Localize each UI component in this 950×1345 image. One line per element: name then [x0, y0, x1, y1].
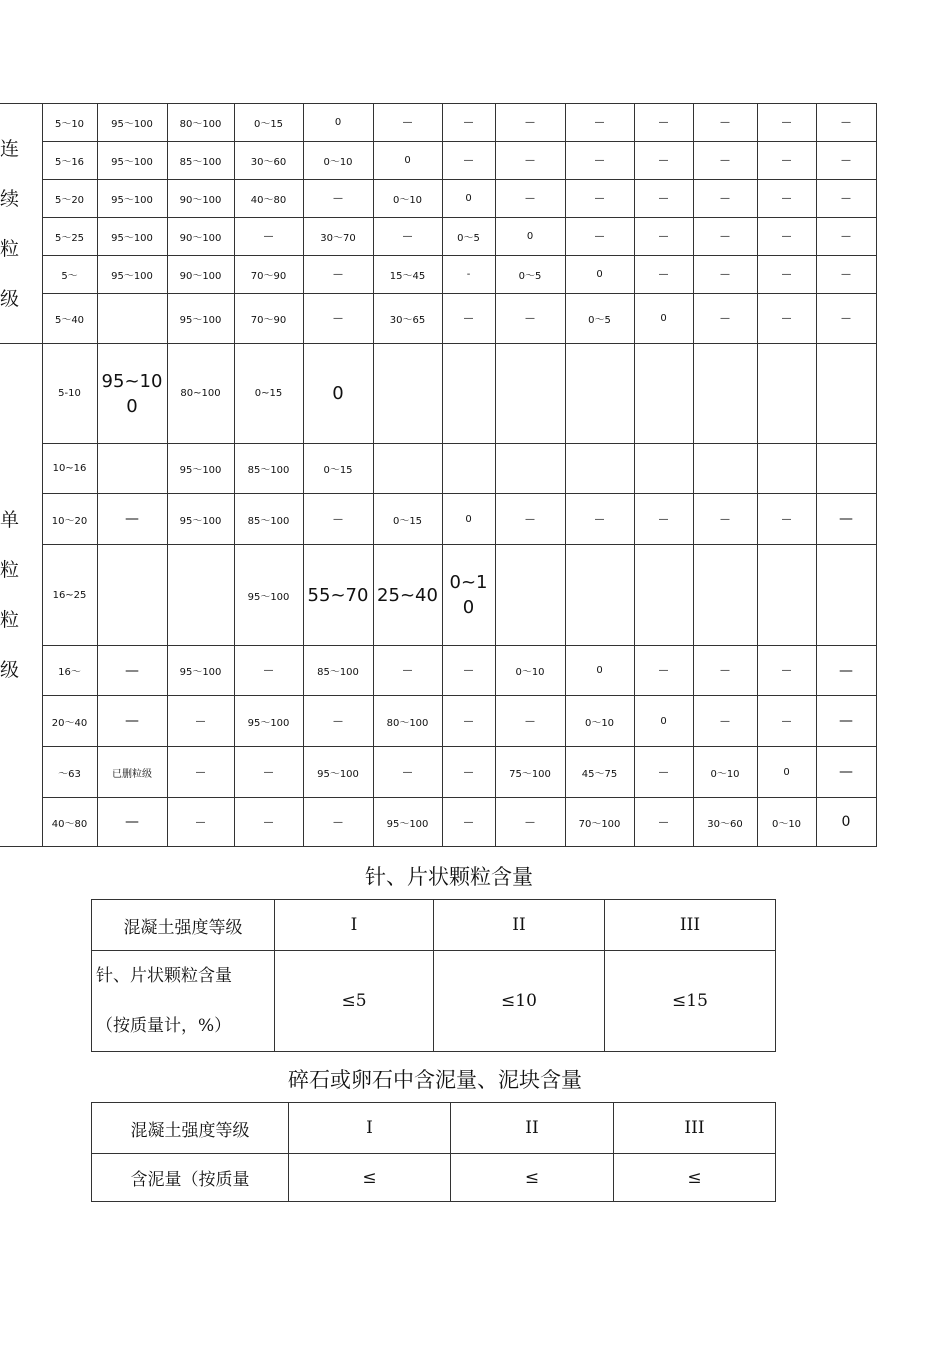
passing-percent-cell: 95～100 [97, 180, 167, 218]
passing-percent-cell: 70～100 [565, 798, 634, 847]
passing-percent-cell: 0 [634, 294, 693, 344]
passing-percent-cell [373, 344, 442, 444]
passing-percent-cell: — [97, 646, 167, 696]
passing-percent-cell: — [757, 218, 816, 256]
header-strength-grade: 混凝土强度等级 [92, 1103, 289, 1154]
table-row [0, 646, 876, 696]
passing-percent-cell: — [565, 180, 634, 218]
passing-percent-cell [495, 344, 565, 444]
group-label-char: 粒 [0, 609, 20, 631]
passing-percent-cell: 0～10 [303, 142, 373, 180]
passing-percent-cell [565, 344, 634, 444]
size-range-cell: 40～80 [42, 798, 97, 847]
passing-percent-cell: — [303, 798, 373, 847]
passing-percent-cell: — [167, 798, 234, 847]
passing-percent-cell: — [816, 747, 876, 798]
passing-percent-cell: — [97, 494, 167, 545]
group-label-char: 连 [0, 137, 20, 160]
passing-percent-cell [816, 344, 876, 444]
passing-percent-cell: 0~10 [442, 545, 495, 646]
passing-percent-cell: — [442, 646, 495, 696]
passing-percent-cell: 70～90 [234, 256, 303, 294]
passing-percent-cell: — [757, 104, 816, 142]
passing-percent-cell: — [565, 494, 634, 545]
passing-percent-cell: — [373, 646, 442, 696]
passing-percent-cell [693, 545, 757, 646]
passing-percent-cell [495, 444, 565, 494]
mud-value-i: ≤ [289, 1154, 451, 1202]
passing-percent-cell: 40～80 [234, 180, 303, 218]
passing-percent-cell: — [757, 142, 816, 180]
passing-percent-cell: 55~70 [303, 545, 373, 646]
passing-percent-cell [97, 294, 167, 344]
passing-percent-cell: 30～60 [693, 798, 757, 847]
passing-percent-cell: — [495, 494, 565, 545]
passing-percent-cell: 0 [303, 104, 373, 142]
passing-percent-cell: — [693, 218, 757, 256]
passing-percent-cell: 95～100 [97, 218, 167, 256]
passing-percent-cell: 0～5 [442, 218, 495, 256]
needle-value-iii: ≤15 [605, 951, 776, 1052]
passing-percent-cell: 30～70 [303, 218, 373, 256]
passing-percent-cell: 85～100 [303, 646, 373, 696]
passing-percent-cell: — [167, 696, 234, 747]
header-grade-i: I [289, 1103, 451, 1154]
passing-percent-cell: 0 [816, 798, 876, 847]
passing-percent-cell: 0 [565, 256, 634, 294]
passing-percent-cell: — [303, 294, 373, 344]
passing-percent-cell [97, 444, 167, 494]
size-range-cell: 10～20 [42, 494, 97, 545]
header-grade-ii: II [434, 900, 605, 951]
group-label-char: 粒 [0, 237, 20, 260]
passing-percent-cell [757, 344, 816, 444]
passing-percent-cell: 45～75 [565, 747, 634, 798]
passing-percent-cell: — [757, 256, 816, 294]
passing-percent-cell [634, 444, 693, 494]
table-row [0, 218, 876, 256]
passing-percent-cell: 0～15 [373, 494, 442, 545]
group-label-char: 续 [0, 187, 20, 210]
passing-percent-cell [634, 545, 693, 646]
needle-title: 针、片状颗粒含量 [365, 865, 533, 889]
passing-percent-cell: 0 [373, 142, 442, 180]
table-row [0, 545, 876, 646]
passing-percent-cell: 0～15 [303, 444, 373, 494]
size-range-cell: 5～16 [42, 142, 97, 180]
passing-percent-cell: — [816, 256, 876, 294]
passing-percent-cell: — [495, 696, 565, 747]
needle-value-i: ≤5 [275, 951, 434, 1052]
passing-percent-cell: — [757, 494, 816, 545]
passing-percent-cell: — [442, 142, 495, 180]
passing-percent-cell: — [693, 142, 757, 180]
passing-percent-cell: — [634, 747, 693, 798]
passing-percent-cell: — [495, 180, 565, 218]
needle-value-ii: ≤10 [434, 951, 605, 1052]
passing-percent-cell: — [693, 104, 757, 142]
passing-percent-cell: — [373, 218, 442, 256]
header-strength-grade: 混凝土强度等级 [92, 900, 275, 951]
size-range-cell: 5～ [42, 256, 97, 294]
passing-percent-cell [816, 444, 876, 494]
passing-percent-cell: — [442, 696, 495, 747]
group-label-char: 单 [0, 509, 20, 531]
passing-percent-cell: 0～5 [565, 294, 634, 344]
passing-percent-cell: — [816, 696, 876, 747]
passing-percent-cell: — [565, 142, 634, 180]
size-range-cell: ～63 [42, 747, 97, 798]
passing-percent-cell: — [634, 494, 693, 545]
passing-percent-cell [693, 344, 757, 444]
size-range-cell: 5～20 [42, 180, 97, 218]
passing-percent-cell: 95～100 [167, 294, 234, 344]
passing-percent-cell [167, 545, 234, 646]
passing-percent-cell [565, 545, 634, 646]
passing-percent-cell: 95～100 [167, 494, 234, 545]
passing-percent-cell: — [693, 646, 757, 696]
passing-percent-cell: — [693, 256, 757, 294]
passing-percent-cell: 0～10 [693, 747, 757, 798]
passing-percent-cell: — [757, 696, 816, 747]
passing-percent-cell: 已删粒级 [97, 747, 167, 798]
passing-percent-cell: — [757, 294, 816, 344]
passing-percent-cell: — [234, 747, 303, 798]
passing-percent-cell [693, 444, 757, 494]
passing-percent-cell: 80～100 [373, 696, 442, 747]
group-label-single [0, 344, 42, 847]
passing-percent-cell: — [816, 494, 876, 545]
passing-percent-cell: — [303, 180, 373, 218]
passing-percent-cell: — [234, 218, 303, 256]
table-row [0, 142, 876, 180]
needle-row-label [92, 951, 275, 1052]
passing-percent-cell: — [693, 696, 757, 747]
passing-percent-cell: 0 [442, 180, 495, 218]
passing-percent-cell: 0 [442, 494, 495, 545]
passing-percent-cell: — [634, 256, 693, 294]
table-row [0, 180, 876, 218]
group-label-char: 级 [0, 287, 20, 310]
passing-percent-cell: — [303, 256, 373, 294]
passing-percent-cell: 90～100 [167, 218, 234, 256]
passing-percent-cell: — [495, 798, 565, 847]
table-row [0, 104, 876, 142]
passing-percent-cell: — [495, 294, 565, 344]
mud-row-label: 含泥量（按质量 [92, 1154, 289, 1202]
size-range-cell: 16~25 [42, 545, 97, 646]
passing-percent-cell: 0～10 [373, 180, 442, 218]
size-range-cell: 5～40 [42, 294, 97, 344]
table-row [0, 444, 876, 494]
passing-percent-cell: 95～100 [303, 747, 373, 798]
size-range-cell: 5-10 [42, 344, 97, 444]
passing-percent-cell: — [303, 696, 373, 747]
passing-percent-cell: 25~40 [373, 545, 442, 646]
passing-percent-cell: — [693, 294, 757, 344]
table-row [0, 294, 876, 344]
passing-percent-cell: — [816, 646, 876, 696]
passing-percent-cell: 90～100 [167, 256, 234, 294]
passing-percent-cell: 0 [303, 344, 373, 444]
passing-percent-cell: — [97, 696, 167, 747]
passing-percent-cell: — [693, 494, 757, 545]
passing-percent-cell [816, 545, 876, 646]
passing-percent-cell: — [167, 747, 234, 798]
passing-percent-cell: — [634, 646, 693, 696]
passing-percent-cell: 95～100 [97, 104, 167, 142]
passing-percent-cell: 70～90 [234, 294, 303, 344]
header-grade-iii: III [605, 900, 776, 951]
passing-percent-cell: 95～100 [97, 256, 167, 294]
passing-percent-cell: 80~100 [167, 344, 234, 444]
header-grade-ii: II [451, 1103, 614, 1154]
passing-percent-cell [442, 444, 495, 494]
passing-percent-cell: — [442, 798, 495, 847]
passing-percent-cell: 80～100 [167, 104, 234, 142]
passing-percent-cell: — [495, 104, 565, 142]
passing-percent-cell [442, 344, 495, 444]
passing-percent-cell: 75～100 [495, 747, 565, 798]
size-range-cell: 5～10 [42, 104, 97, 142]
passing-percent-cell: 0~15 [234, 344, 303, 444]
passing-percent-cell: — [634, 180, 693, 218]
passing-percent-cell [97, 545, 167, 646]
passing-percent-cell: 30～60 [234, 142, 303, 180]
header-grade-i: I [275, 900, 434, 951]
mud-table [91, 1102, 776, 1202]
passing-percent-cell: 0 [565, 646, 634, 696]
passing-percent-cell: 0～5 [495, 256, 565, 294]
passing-percent-cell: 0 [495, 218, 565, 256]
passing-percent-cell: — [234, 798, 303, 847]
passing-percent-cell: 0～10 [565, 696, 634, 747]
passing-percent-cell [634, 344, 693, 444]
passing-percent-cell: — [757, 180, 816, 218]
group-label-char: 级 [0, 659, 20, 681]
passing-percent-cell: 85～100 [167, 142, 234, 180]
passing-percent-cell: 0 [757, 747, 816, 798]
passing-percent-cell [565, 444, 634, 494]
passing-percent-cell [495, 545, 565, 646]
group-label-char: 粒 [0, 559, 20, 581]
mud-value-iii: ≤ [614, 1154, 776, 1202]
passing-percent-cell: 95～100 [234, 545, 303, 646]
passing-percent-cell: 85～100 [234, 494, 303, 545]
table-row [0, 798, 876, 847]
passing-percent-cell: — [442, 747, 495, 798]
group-label-continuous [0, 104, 42, 344]
passing-percent-cell: — [693, 180, 757, 218]
passing-percent-cell: — [303, 494, 373, 545]
passing-percent-cell: — [634, 104, 693, 142]
size-range-cell: 20～40 [42, 696, 97, 747]
passing-percent-cell: — [816, 180, 876, 218]
passing-percent-cell: — [816, 142, 876, 180]
passing-percent-cell: 95～100 [167, 444, 234, 494]
passing-percent-cell [757, 545, 816, 646]
table-row [0, 494, 876, 545]
passing-percent-cell: 0 [634, 696, 693, 747]
passing-percent-cell: 30～65 [373, 294, 442, 344]
passing-percent-cell: 95~100 [97, 344, 167, 444]
passing-percent-cell: — [634, 142, 693, 180]
passing-percent-cell: — [816, 104, 876, 142]
passing-percent-cell: 15～45 [373, 256, 442, 294]
grading-table [0, 103, 877, 847]
mud-value-ii: ≤ [451, 1154, 614, 1202]
passing-percent-cell: — [373, 104, 442, 142]
passing-percent-cell: 95～100 [373, 798, 442, 847]
needle-row-label-line1: 针、片状颗粒含量 [96, 966, 232, 986]
passing-percent-cell: 0～10 [757, 798, 816, 847]
passing-percent-cell: — [97, 798, 167, 847]
size-range-cell: 16～ [42, 646, 97, 696]
passing-percent-cell: 0～15 [234, 104, 303, 142]
passing-percent-cell: — [565, 104, 634, 142]
passing-percent-cell: 95～100 [167, 646, 234, 696]
passing-percent-cell: — [757, 646, 816, 696]
passing-percent-cell: 95～100 [234, 696, 303, 747]
passing-percent-cell: 90～100 [167, 180, 234, 218]
passing-percent-cell: — [816, 294, 876, 344]
passing-percent-cell [757, 444, 816, 494]
table-row [0, 696, 876, 747]
passing-percent-cell: — [816, 218, 876, 256]
passing-percent-cell: — [442, 294, 495, 344]
needle-table [91, 899, 776, 1052]
passing-percent-cell: — [634, 798, 693, 847]
passing-percent-cell: 85～100 [234, 444, 303, 494]
passing-percent-cell: — [234, 646, 303, 696]
passing-percent-cell: — [373, 747, 442, 798]
size-range-cell: 5～25 [42, 218, 97, 256]
passing-percent-cell [373, 444, 442, 494]
passing-percent-cell: — [495, 142, 565, 180]
passing-percent-cell: 95～100 [97, 142, 167, 180]
needle-row-label-line2: （按质量计，%） [96, 1016, 232, 1036]
passing-percent-cell: 0～10 [495, 646, 565, 696]
passing-percent-cell: — [565, 218, 634, 256]
size-range-cell: 10~16 [42, 444, 97, 494]
passing-percent-cell: — [634, 218, 693, 256]
passing-percent-cell: — [442, 104, 495, 142]
passing-percent-cell: - [442, 256, 495, 294]
table-row [0, 256, 876, 294]
header-grade-iii: III [614, 1103, 776, 1154]
mud-title: 碎石或卵石中含泥量、泥块含量 [288, 1068, 582, 1092]
table-row [0, 344, 876, 444]
table-row [0, 747, 876, 798]
